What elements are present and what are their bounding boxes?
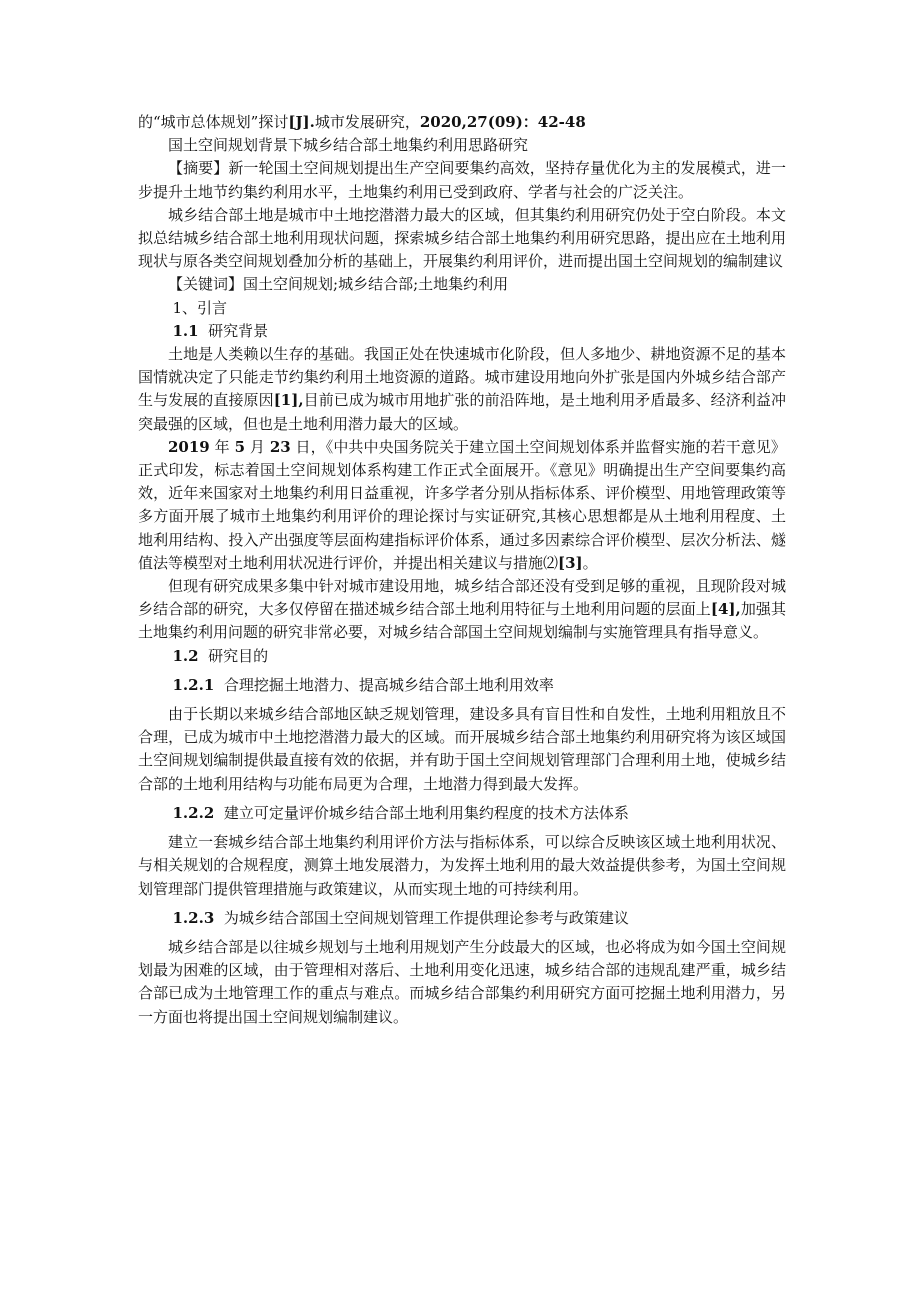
abstract-paragraph-2: 城乡结合部土地是城市中土地挖潜潜力最大的区域，但其集约利用研究仍处于空白阶段。本文拟总结城乡结合部土地利用现状问题，探索城乡结合部土地集约利用研究思路，提出应在土地利用现状与原各类空间规划叠加分析的基础上，开展集约利用评价，进而提出国土空间规划的编制建议 [138,205,786,271]
paragraph: 但现有研究成果多集中针对城市建设用地，城乡结合部还没有受到足够的重视，且现阶段对城乡结合部的研究，大多仅停留在描述城乡结合部土地利用特征与土地利用问题的层面上[4],加强其土地集约利用问题的研究非常必要，对城乡结合部国土空间规划编制与实施管理具有指导意义。 [138,577,786,642]
document-title: 国土空间规划背景下城乡结合部土地集约利用思路研究 [168,136,529,155]
section-1-2-3-heading: 1.2.3 为城乡结合部国土空间规划管理工作提供理论参考与政策建议 [172,908,629,927]
section-1-heading: 1、引言 [172,298,228,317]
document-page [138,111,786,1029]
paragraph: 由于长期以来城乡结合部地区缺乏规划管理，建设多具有盲目性和自发性，土地利用粗放且不合理，已成为城市中土地挖潜潜力最大的区域。而开展城乡结合部土地集约利用研究将为该区域国土空间规划编制提供最直接有效的依据，并有助于国土空间规划管理部门合理利用土地，使城乡结合部的土地利用结构与功能布局更为合理，土地潜力得到最大发挥。 [138,705,786,793]
section-1-2-1-heading: 1.2.1 合理挖掘土地潜力、提高城乡结合部土地利用效率 [172,675,554,694]
reference-tail: 的“城市总体规划”探讨[J].城市发展研究，2020,27(09)：42-48 [138,113,586,131]
paragraph: 建立一套城乡结合部土地集约利用评价方法与指标体系，可以综合反映该区域土地利用状况、与相关规划的合规程度，测算土地发展潜力，为发挥土地利用的最大效益提供参考，为国土空间规划管理部门提供管理措施与政策建议，从而实现土地的可持续利用。 [138,833,786,898]
abstract-label: 【摘要】 [168,159,229,178]
abstract-paragraph: 【摘要】新一轮国土空间规划提出生产空间要集约高效，坚持存量优化为主的发展模式，进一步提升土地节约集约利用水平，土地集约利用已受到政府、学者与社会的广泛关注。 [138,159,786,201]
section-1-2-2-heading: 1.2.2 建立可定量评价城乡结合部土地利用集约程度的技术方法体系 [172,803,629,822]
section-1-1-heading: 1.1 研究背景 [172,321,269,340]
keywords: 【关键词】国土空间规划;城乡结合部;土地集约利用 [168,275,509,294]
keywords-label: 【关键词】 [168,275,244,294]
paragraph: 城乡结合部是以往城乡规划与土地利用规划产生分歧最大的区域，也必将成为如今国土空间规划最为困难的区域，由于管理相对落后、土地利用变化迅速，城乡结合部的违规乱建严重，城乡结合部已成为土地管理工作的重点与难点。而城乡结合部集约利用研究方面可挖掘土地利用潜力，另一方面也将提出国土空间规划编制建议。 [138,937,786,1026]
section-1-2-heading: 1.2 研究目的 [172,646,269,665]
paragraph: 土地是人类赖以生存的基础。我国正处在快速城市化阶段，但人多地少、耕地资源不足的基本国情就决定了只能走节约集约利用土地资源的道路。城市建设用地向外扩张是国内外城乡结合部产生与发展的直接原因[1],目前已成为城市用地扩张的前沿阵地，是土地利用矛盾最多、经济利益冲突最强的区域，但也是土地利用潜力最大的区域。 [138,345,786,433]
paragraph: 2019 年 5 月 23 日，《中共中央国务院关于建立国土空间规划体系并监督实施的若干意见》正式印发，标志着国土空间规划体系构建工作正式全面展开。《意见》明确提出生产空间要集约高效，近年来国家对土地集约利用日益重视，许多学者分别从指标体系、评价模型、用地管理政策等多方面开展了城市土地集约利用评价的理论探讨与实证研究,其核心思想都是从土地利用程度、土地利用结构、投入产出强度等层面构建指标评价体系，通过多因素综合评价模型、层次分析法、燧值法等模型对土地利用状况进行评价，并提出相关建议与措施⑵[3]。 [138,437,786,572]
